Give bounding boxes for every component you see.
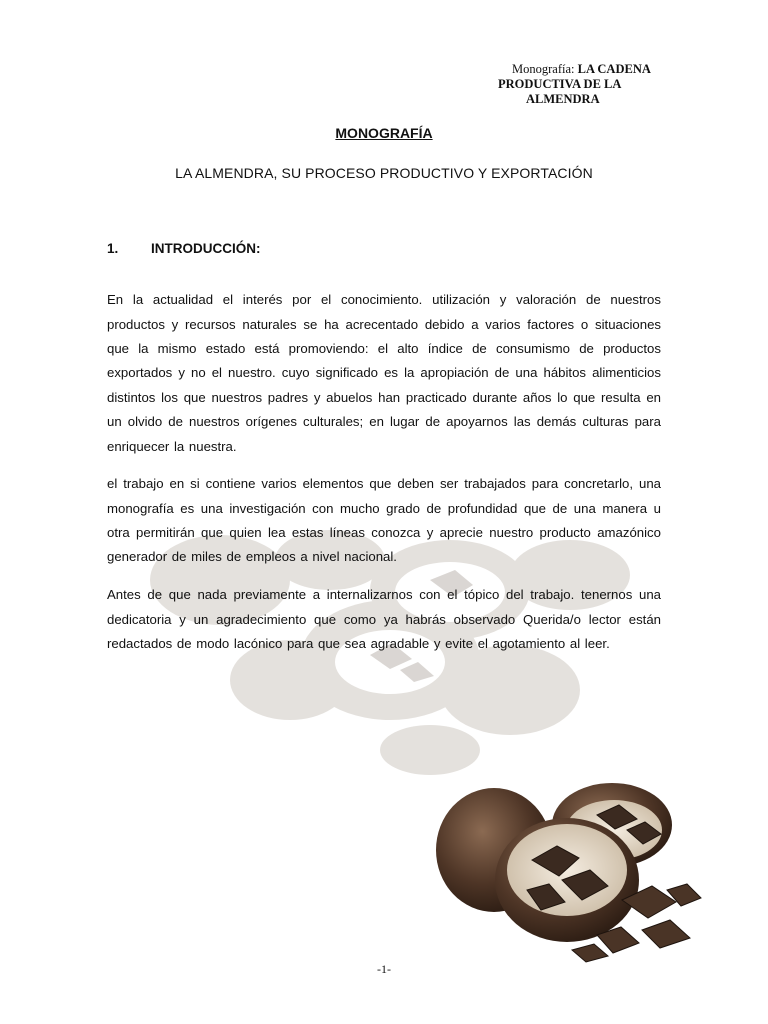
section-heading: [107, 241, 261, 256]
page-number: -1-: [377, 962, 391, 976]
document-subtitle: LA ALMENDRA, SU PROCESO PRODUCTIVO Y EXPORTACIÓN: [175, 165, 593, 181]
header-title-line2: PRODUCTIVA DE LA: [498, 77, 622, 91]
brazil-nuts-illustration: [432, 770, 712, 970]
header-prefix: Monografía:: [512, 62, 575, 76]
section-number: 1.: [107, 241, 119, 256]
paragraph-3: Antes de que nada previamente a internalizarnos con el tópico del trabajo. tenernos una dedicatoria y un agradecimiento que como ya habrás observado Querida/o lector están redactados de modo lacónico para que sea agradable y evite el agotamiento al leer.: [107, 587, 661, 651]
section-title: INTRODUCCIÓN:: [151, 241, 261, 256]
document-title: MONOGRAFÍA: [335, 125, 433, 141]
paragraph-2: el trabajo en si contiene varios elementos que deben ser trabajados para concretarlo, una monografía es una investigación con mucho grado de profundidad que de una manera u otra permitirán que quien lea estas líneas conozca y aprecie nuestro producto amazónico generador de miles de empleos a nivel nacional.: [107, 476, 661, 565]
header-title-line3: ALMENDRA: [526, 92, 600, 106]
paragraph-1: En la actualidad el interés por el conocimiento. utilización y valoración de nuestros productos y recursos naturales se ha acrecentado debido a varios factores o situaciones que la mismo estado está promoviendo: el alto índice de consumismo de productos exportados y no el nuestro. cuyo significado es la apropiación de una hábitos alimenticios distintos los que nuestros padres y abuelos han practicado durante años lo que resulta en un olvido de nuestros orígenes culturales; en lugar de apoyarnos las demás culturas para enriquecer la nuestra.: [107, 292, 661, 454]
running-header: [498, 62, 698, 107]
header-title-line1: LA CADENA: [577, 62, 651, 76]
